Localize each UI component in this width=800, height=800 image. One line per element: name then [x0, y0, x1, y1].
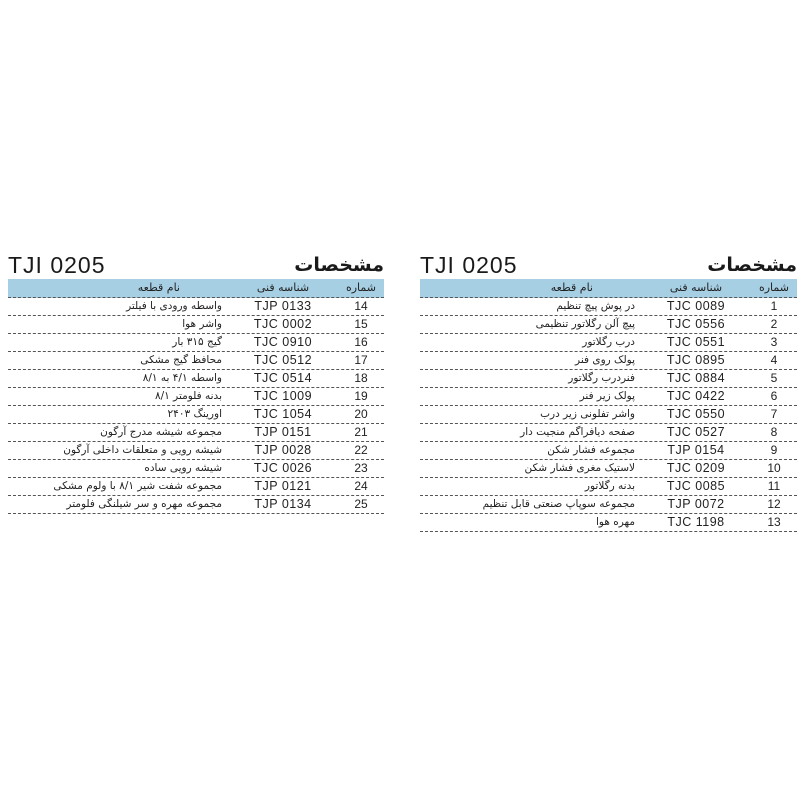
left-table-body: [8, 298, 384, 514]
part-name: لاستیک مغری فشار شکن: [524, 462, 635, 474]
part-name: واشر هوا: [182, 318, 222, 330]
right-spec-title: مشخصات: [707, 254, 797, 276]
part-number: 17: [354, 353, 368, 367]
right-spec-panel: [420, 252, 797, 532]
table-row: [420, 514, 797, 532]
tech-id: TJC 0002: [253, 317, 313, 331]
tech-id: TJC 0512: [253, 353, 313, 367]
part-name: مجموعه سوپاپ صنعتی قابل تنظیم: [482, 498, 635, 510]
tech-id: TJC 0209: [666, 461, 726, 475]
header-part-name: نام قطعه: [550, 281, 593, 294]
tech-id: TJC 0550: [666, 407, 726, 421]
table-row: [8, 442, 384, 460]
tech-id: TJC 1198: [667, 515, 725, 529]
table-row: [8, 460, 384, 478]
part-number: 14: [354, 299, 368, 313]
part-number: 16: [354, 335, 368, 349]
part-number: 10: [767, 461, 781, 475]
tech-id: TJC 1054: [253, 407, 313, 421]
tech-id: TJC 0527: [666, 425, 726, 439]
left-spec-title: مشخصات: [294, 254, 384, 276]
right-table-body: [420, 298, 797, 532]
header-number: شماره: [345, 281, 376, 294]
table-row: [420, 388, 797, 406]
tech-id: TJP 0134: [254, 497, 312, 511]
part-number: 5: [770, 371, 778, 385]
header-number: شماره: [758, 281, 789, 294]
table-row: [8, 352, 384, 370]
tech-id: TJC 0910: [253, 335, 313, 349]
part-number: 1: [770, 299, 778, 313]
part-number: 13: [767, 515, 781, 529]
part-number: 18: [354, 371, 368, 385]
part-name: در پوش پیچ تنظیم: [556, 300, 635, 312]
part-number: 4: [770, 353, 778, 367]
part-name: شیشه رویی و متعلقات داخلی آرگون: [63, 444, 222, 456]
part-name: مجموعه فشار شکن: [547, 444, 635, 456]
table-row: [8, 370, 384, 388]
table-row: [420, 478, 797, 496]
part-number: 6: [770, 389, 778, 403]
table-row: [8, 478, 384, 496]
part-name: مجموعه مهره و سر شیلنگی فلومتر: [66, 498, 222, 510]
tech-id: TJC 0556: [666, 317, 726, 331]
table-row: [420, 370, 797, 388]
part-number: 23: [354, 461, 368, 475]
table-row: [420, 406, 797, 424]
part-number: 7: [770, 407, 778, 421]
header-tech-id: شناسه فنی: [669, 281, 723, 294]
left-table-header: [8, 279, 384, 298]
part-number: 9: [770, 443, 778, 457]
part-number: 21: [354, 425, 368, 439]
part-name: درب رگلاتور: [582, 336, 635, 348]
right-table-header: [420, 279, 797, 298]
tech-id: TJC 0026: [253, 461, 313, 475]
part-number: 11: [767, 479, 781, 493]
tech-id: TJP 0121: [254, 479, 312, 493]
part-number: 15: [354, 317, 368, 331]
tech-id: TJC 0551: [666, 335, 726, 349]
table-row: [420, 442, 797, 460]
part-name: پولک زیر فنر: [579, 390, 635, 402]
part-name: اورینگ ۲۴۰۳: [167, 408, 222, 420]
table-row: [8, 316, 384, 334]
part-name: واشر تفلونی زیر درب: [540, 408, 635, 420]
tech-id: TJP 0151: [254, 425, 312, 439]
part-name: صفحه دیافراگم منجیت دار: [520, 426, 635, 438]
table-row: [8, 424, 384, 442]
table-row: [420, 460, 797, 478]
header-tech-id: شناسه فنی: [256, 281, 310, 294]
part-name: بدنه فلومتر ۸/۱: [155, 390, 222, 402]
part-number: 2: [770, 317, 778, 331]
part-name: مجموعه شفت شیر ۸/۱ با ولوم مشکی: [53, 480, 222, 492]
part-number: 8: [770, 425, 778, 439]
part-name: شیشه رویی ساده: [144, 462, 222, 474]
tech-id: TJP 0072: [667, 497, 725, 511]
tech-id: TJC 0422: [666, 389, 726, 403]
table-row: [8, 406, 384, 424]
part-name: فنردرب رگلاتور: [568, 372, 635, 384]
table-row: [420, 424, 797, 442]
left-title-row: [8, 252, 384, 279]
table-row: [420, 496, 797, 514]
tech-id: TJP 0133: [254, 299, 312, 313]
right-title-row: [420, 252, 797, 279]
part-name: بدنه رگلاتور: [584, 480, 635, 492]
tech-id: TJC 1009: [253, 389, 313, 403]
left-product-code: TJI 0205: [8, 252, 106, 278]
table-row: [8, 388, 384, 406]
part-name: محافظ گیج مشکی: [140, 354, 222, 366]
part-name: پیچ آلن رگلاتور تنظیمی: [535, 318, 635, 330]
tech-id: TJC 0514: [253, 371, 313, 385]
header-part-name: نام قطعه: [137, 281, 180, 294]
part-name: واسطه ۴/۱ به ۸/۱: [142, 372, 222, 384]
part-name: مهره هوا: [596, 516, 635, 528]
tech-id: TJC 0895: [666, 353, 726, 367]
part-name: واسطه ورودی با فیلتر: [126, 300, 222, 312]
tech-id: TJP 0154: [667, 443, 725, 457]
tech-id: TJP 0028: [254, 443, 312, 457]
part-name: گیج ۳۱۵ بار: [172, 336, 222, 348]
part-number: 24: [354, 479, 368, 493]
right-product-code: TJI 0205: [420, 252, 518, 278]
table-row: [8, 496, 384, 514]
part-number: 25: [354, 497, 368, 511]
table-row: [420, 352, 797, 370]
left-spec-panel: [8, 252, 384, 514]
table-row: [420, 334, 797, 352]
part-number: 20: [354, 407, 368, 421]
table-row: [420, 316, 797, 334]
table-row: [8, 298, 384, 316]
part-number: 22: [354, 443, 368, 457]
part-name: پولک روی فنر: [575, 354, 635, 366]
table-row: [420, 298, 797, 316]
part-number: 3: [770, 335, 778, 349]
tech-id: TJC 0089: [666, 299, 726, 313]
table-row: [8, 334, 384, 352]
part-number: 19: [354, 389, 368, 403]
part-number: 12: [767, 497, 781, 511]
tech-id: TJC 0085: [666, 479, 726, 493]
part-name: مجموعه شیشه مدرج آرگون: [100, 426, 222, 438]
tech-id: TJC 0884: [666, 371, 726, 385]
